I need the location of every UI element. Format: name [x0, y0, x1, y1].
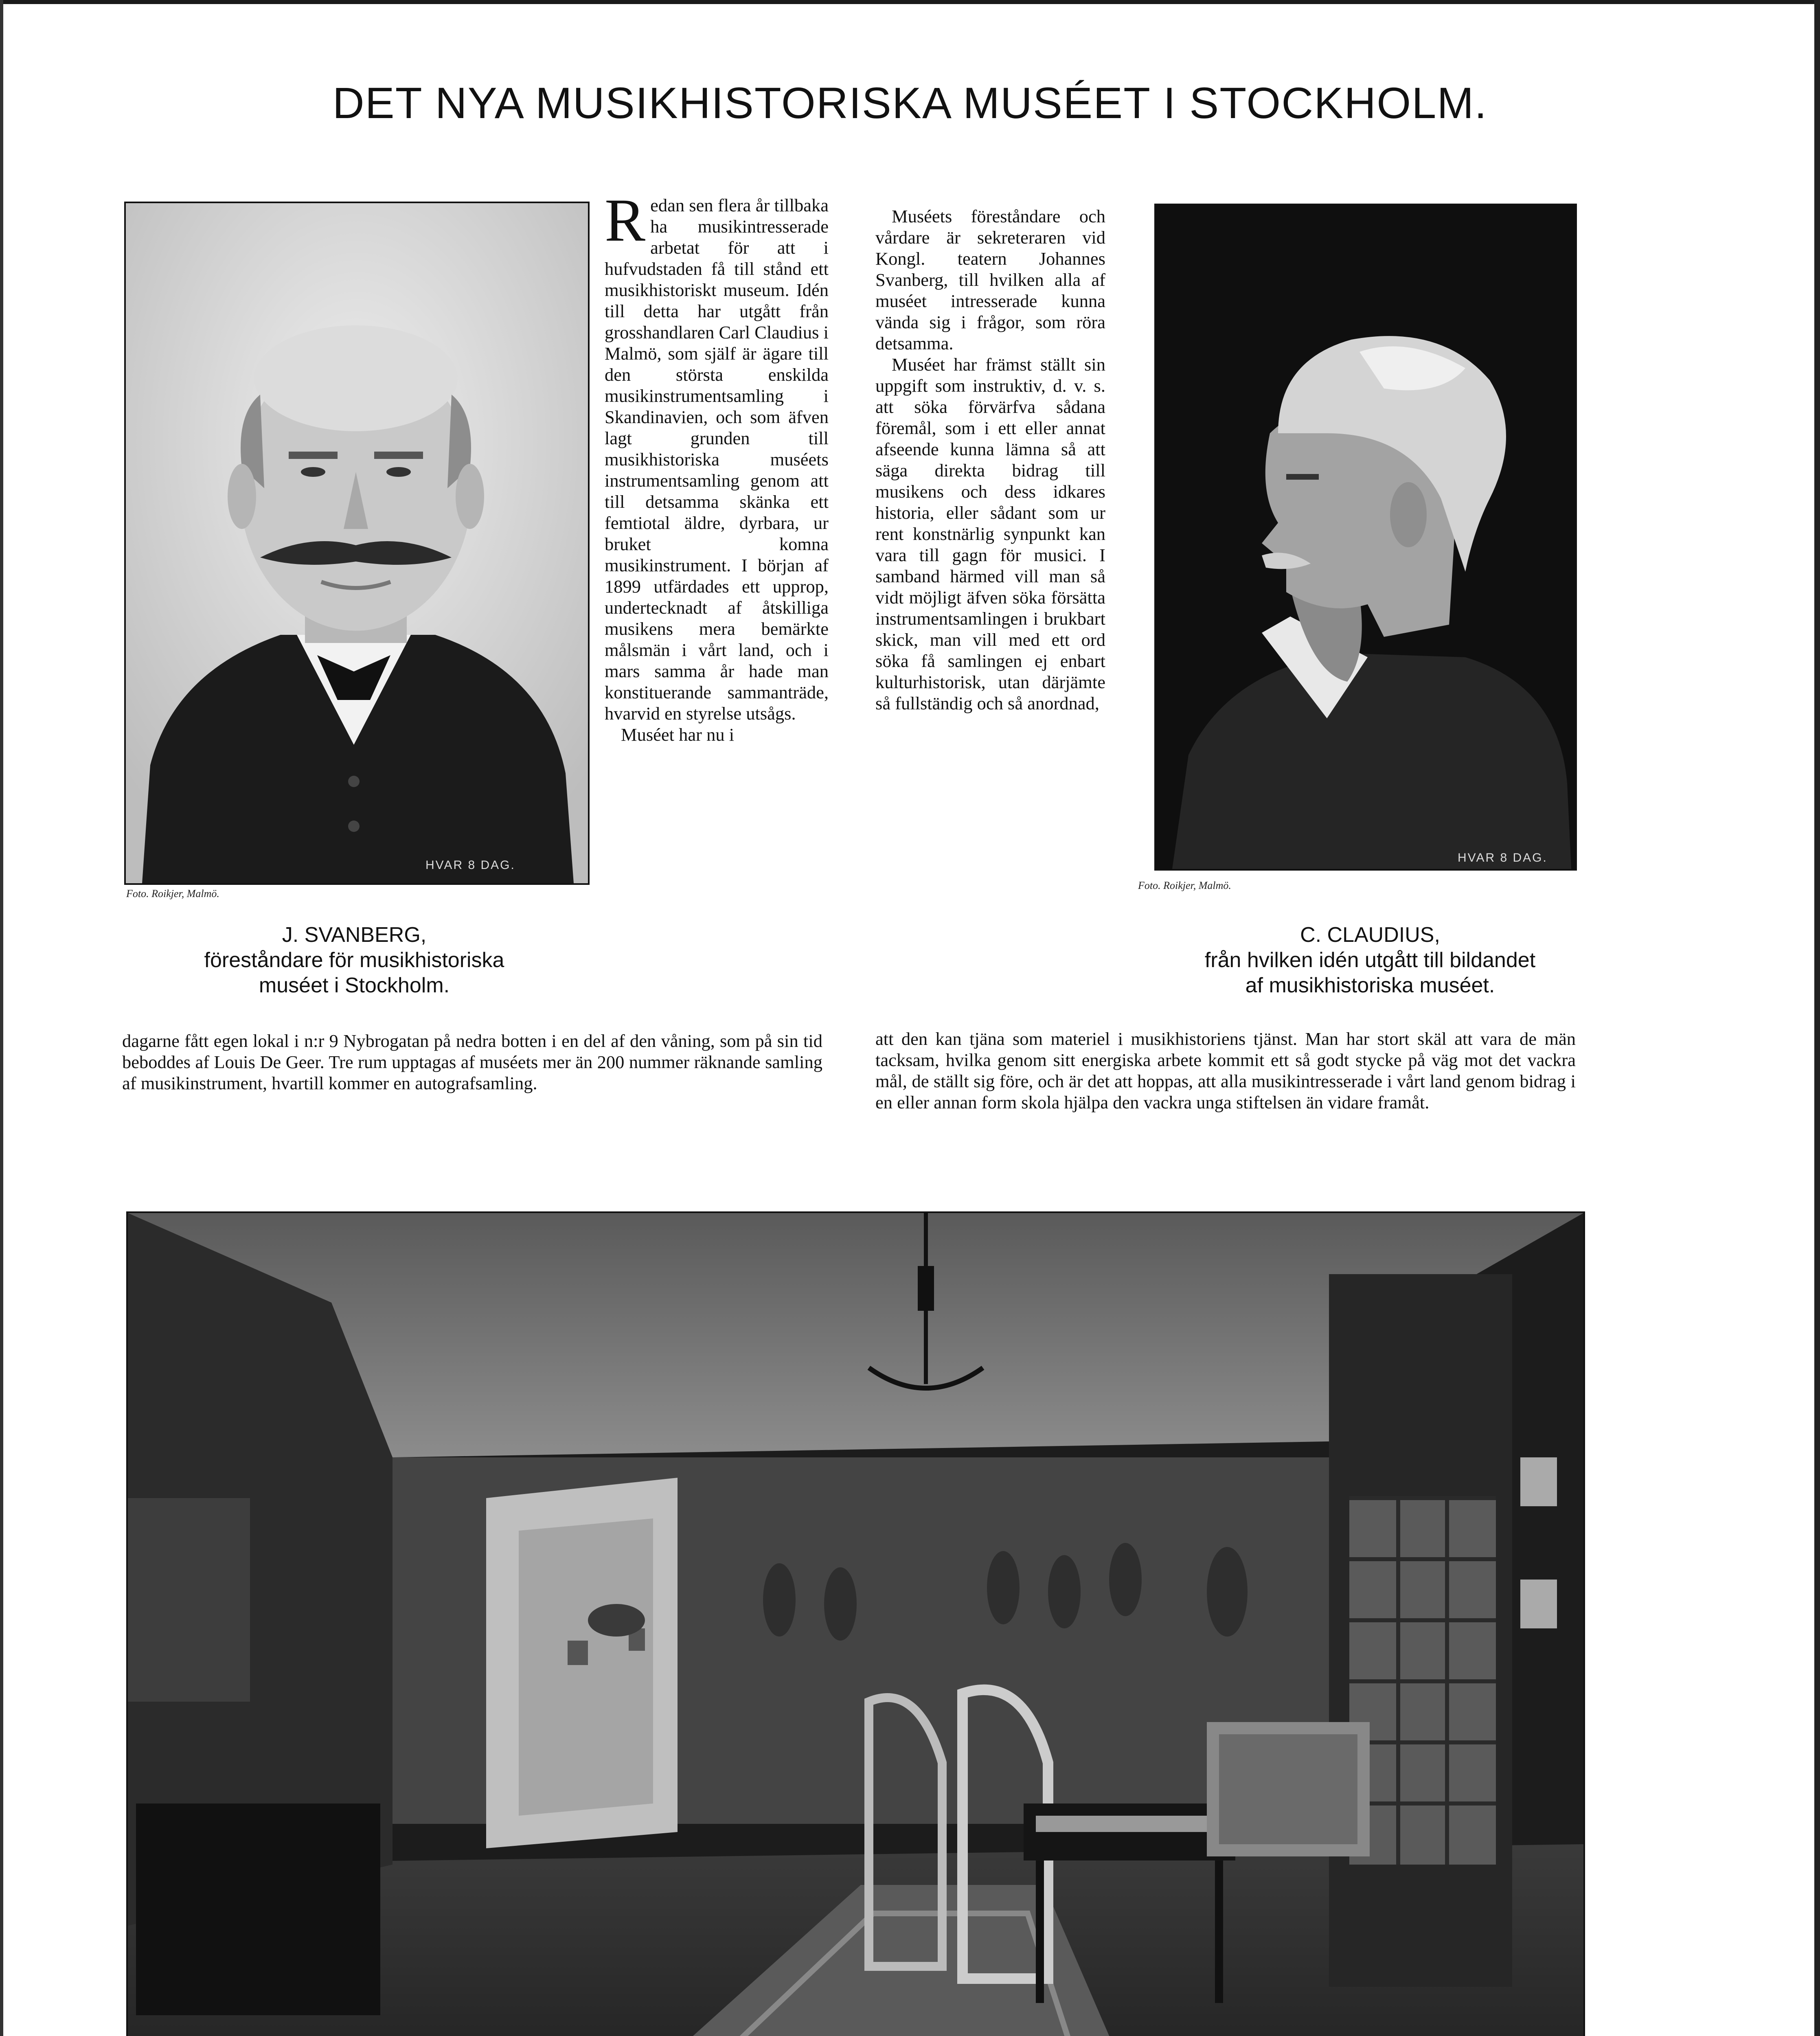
portrait-claudius: [1154, 204, 1577, 871]
caption-place: af musikhistoriska muséet.: [1245, 974, 1495, 997]
article-column-1-last: Muséet har nu i: [621, 724, 735, 745]
page-edge-right: [1814, 0, 1820, 2036]
caption-role: föreståndare för musikhistoriska: [204, 948, 504, 972]
credit-left-portrait: Foto. Roikjer, Malmö.: [126, 888, 219, 900]
caption-place: muséet i Stockholm.: [259, 974, 450, 997]
article-column-2-para-2: Muséet har främst ställt sin uppgift som instruktiv, d. v. s. att söka förvärfva sådana föremål, som i ett eller annat afseende kunna lämna så att säga direkta bidrag till musikens och dess idkares historia, eller sådant som ur rent konstnärlig synpunkt kan vara till gagn för musici. I samband härmed vill man så vidt möjligt äfven söka försätta instrumentsamlingen i brukbart skick, man vill med ett ord söka få samlingen ej enbart kulturhistorisk, utan därjämte så fullständig och så anordnad,: [875, 354, 1105, 713]
page-title: DET NYA MUSIKHISTORISKA MUSÉET I STOCKHOLM.: [332, 78, 1488, 127]
caption-name: C. CLAUDIUS,: [1300, 923, 1440, 947]
article-column-1: [605, 186, 829, 1025]
caption-role: från hvilken idén utgått till bildandet: [1204, 948, 1536, 972]
drop-cap: R: [605, 186, 646, 254]
article-left-continuation: dagarne fått egen lokal i n:r 9 Nybrogatan på nedra botten i en del af den våning, som på sin tid beboddes af Louis De Geer. Tre rum upptagas af muséets mer än 200 nummer räknande samling af musikinstrument, hvartill kommer en autografsamling.: [122, 1031, 822, 1093]
portrait-svanberg: [124, 202, 590, 885]
article-column-1-text: edan sen flera år tillbaka ha musikintresserade arbetat för att i hufvudstaden få till stånd ett musikhistoriskt museum. Idén till detta har utgått från grosshandlaren Carl Claudius i Malmö, som själf är ägare till den största enskilda musikinstrumentsamling i Skandinavien, och som äfven lagt grunden till musikhistoriska muséets instrumentsamling genom att till detsamma skänka ett femtiotal äldre, dyrbara, ur bruket komna musikinstrument. I början af 1899 utfärdades ett upprop, undertecknadt af åtskilliga musikens mera bemärkte målsmän i vårt land, och i mars samma år hade man konstituerande sammanträde, hvarvid en styrelse utsågs.: [605, 195, 829, 724]
article-column-2-para-1: Muséets föreståndare och vårdare är sekreteraren vid Kongl. teatern Johannes Svanberg, till hvilken alla af muséet intresserade kunna vända sig i frågor, som röra detsamma.: [875, 206, 1105, 353]
caption-right-portrait: [1136, 922, 1604, 998]
watermark-right-portrait: HVAR 8 DAG.: [1458, 851, 1548, 864]
page-edge-left: [0, 0, 3, 2036]
interior-photo: [126, 1211, 1585, 2036]
article-column-2: [875, 206, 1105, 1036]
credit-right-portrait: Foto. Roikjer, Malmö.: [1138, 880, 1231, 891]
article-right-continuation: att den kan tjäna som materiel i musikhistoriens tjänst. Man har stort skäl att vara de män tacksam, hvilka genom sitt energiska arbete kommit ett så godt stycke på väg mot det vackra mål, de ställt sig före, och är det att hoppas, att alla musikintresserade i vårt land genom bidrag i en eller annan form skola hjälpa den vackra unga stiftelsen än vidare framåt.: [875, 1029, 1576, 1112]
watermark-left-portrait: HVAR 8 DAG.: [425, 858, 515, 872]
caption-left-portrait: [114, 922, 594, 998]
page-edge-top: [0, 0, 1820, 4]
caption-name: J. SVANBERG,: [282, 923, 427, 947]
